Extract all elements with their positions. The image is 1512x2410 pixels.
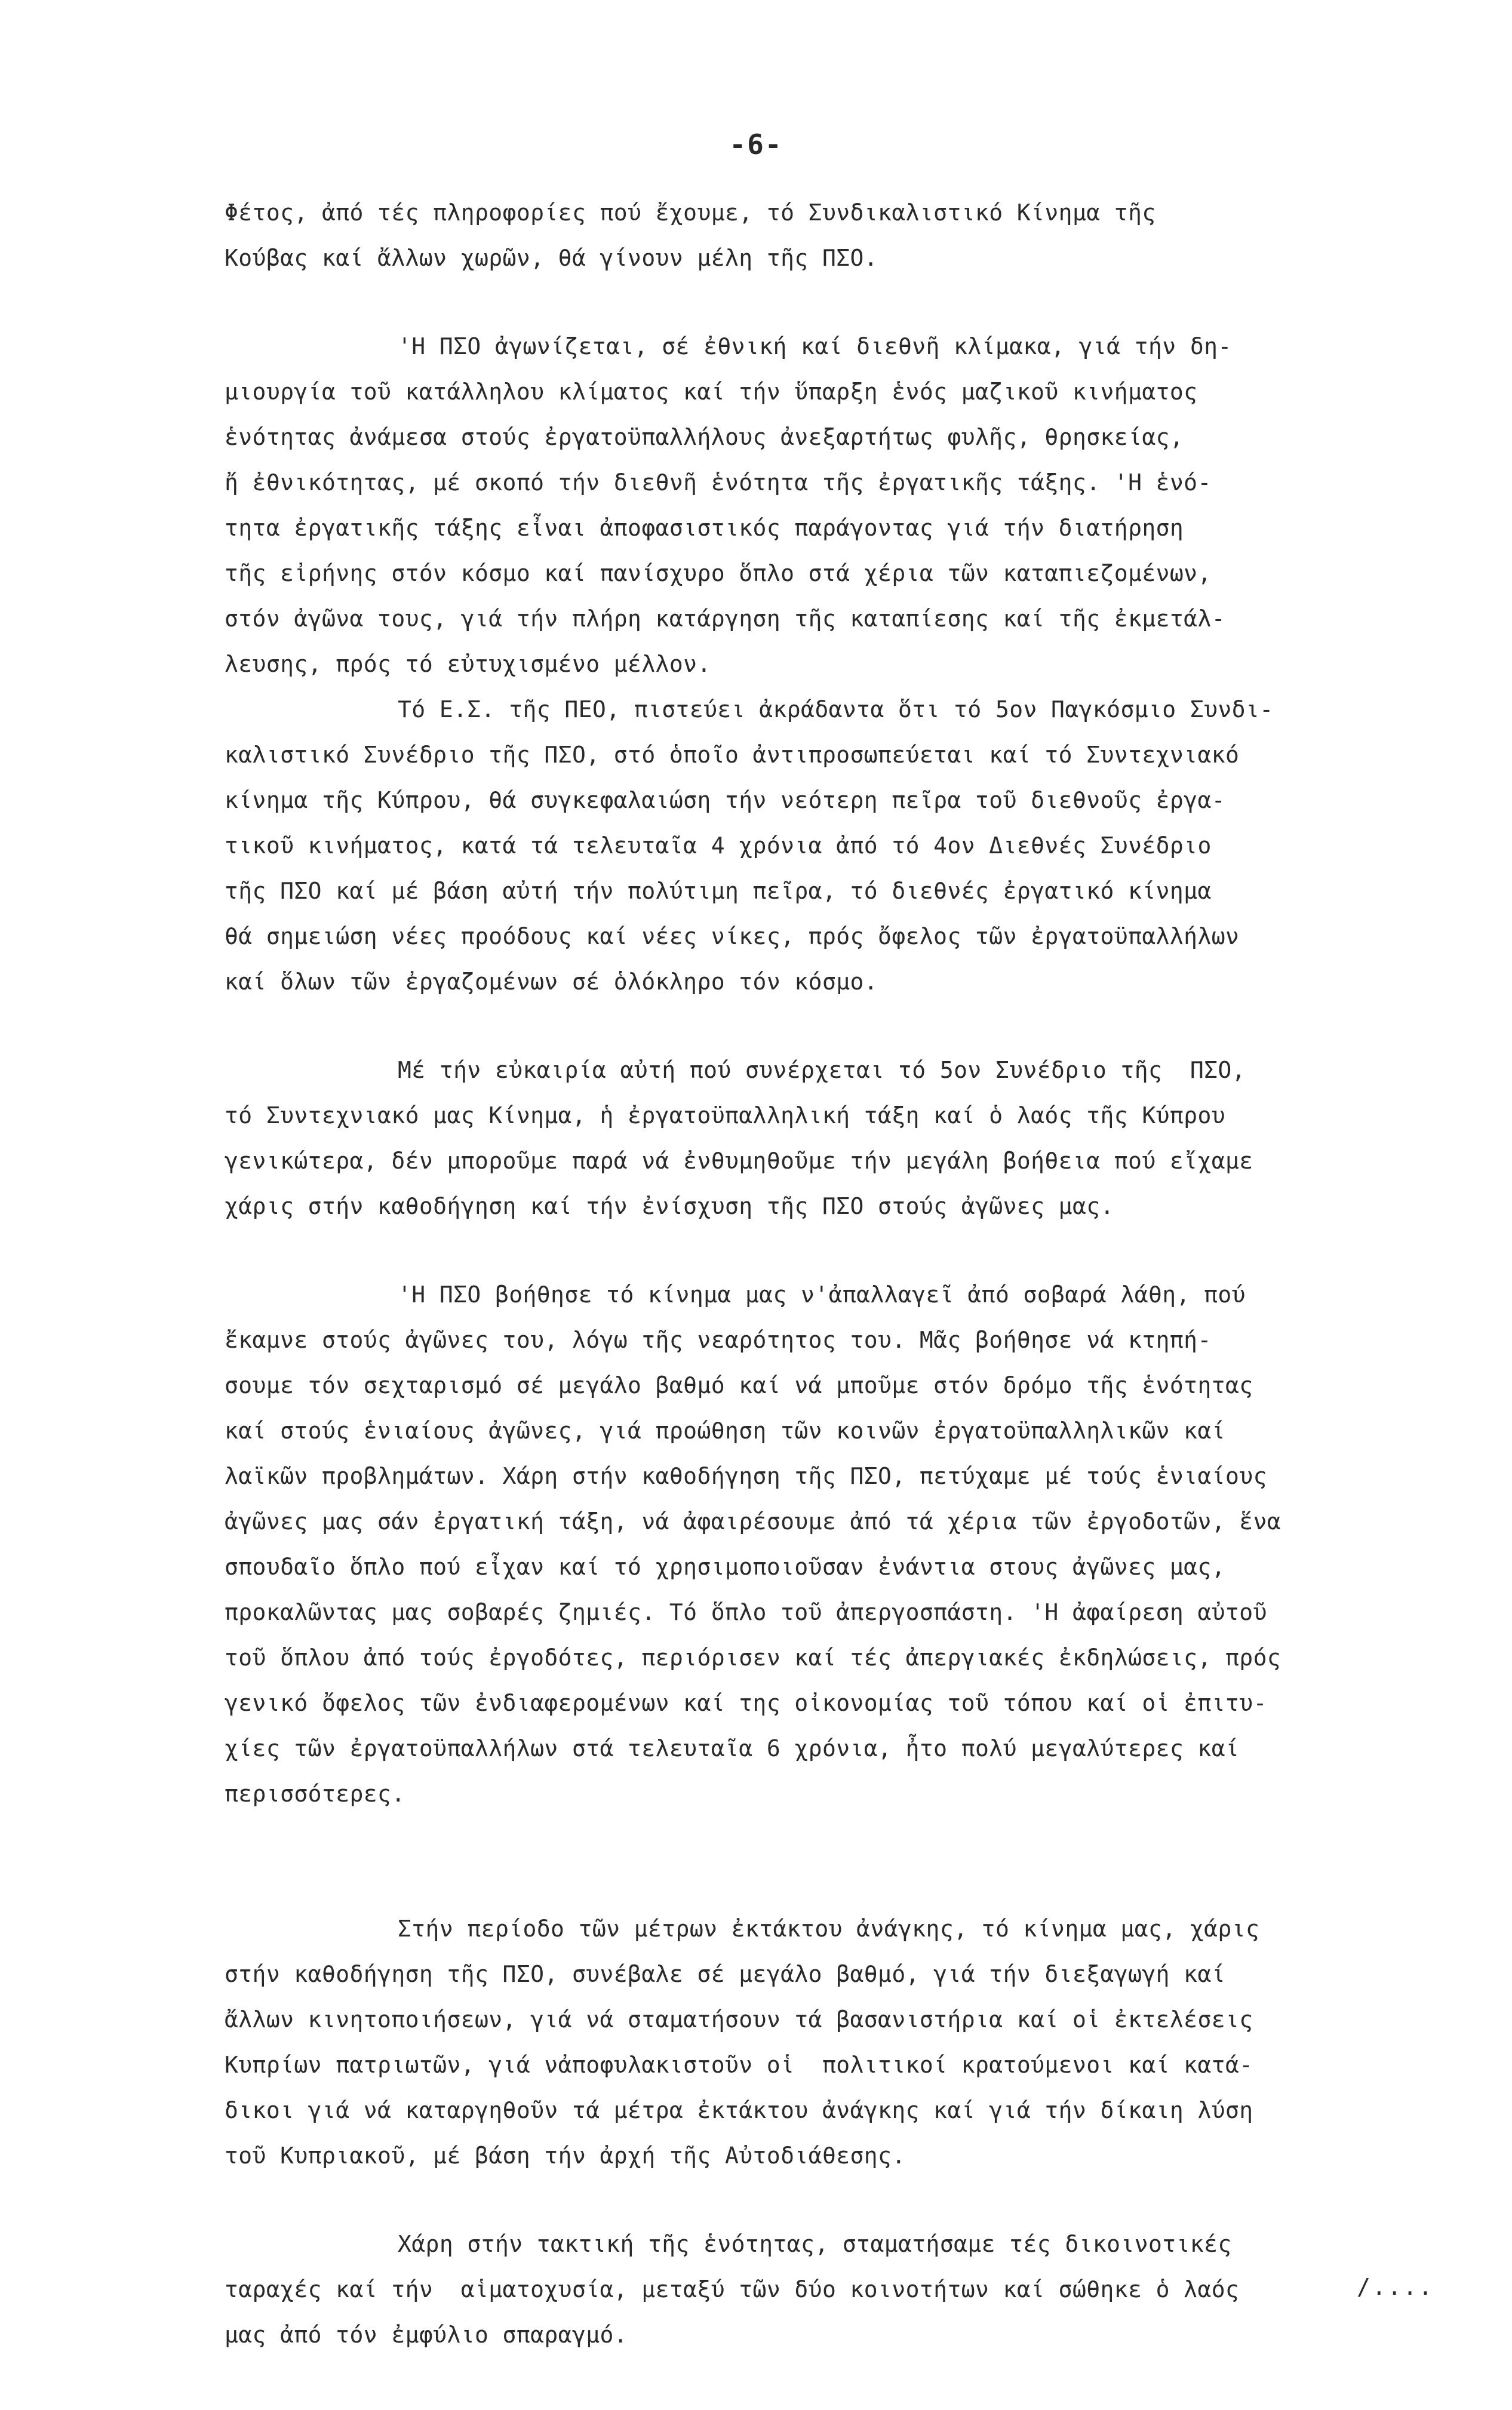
page-number: -6-	[729, 128, 783, 161]
text-line: Μέ τήν εὐκαιρία αὐτή πού συνέρχεται τό 5ον Συνέδριο τῆς ΠΣΟ,	[398, 1057, 1246, 1083]
text-line: χάρις στήν καθοδήγηση καί τήν ἐνίσχυση τῆς ΠΣΟ στούς ἀγῶνες μας.	[225, 1193, 1114, 1219]
text-line: χίες τῶν ἐργατοϋπαλλήλων στά τελευταῖα 6 χρόνια, ἦτο πολύ μεγαλύτερες καί	[225, 1735, 1240, 1762]
text-line: σπουδαῖο ὅπλο πού εἶχαν καί τό χρησιμοποιοῦσαν ἐνάντια στους ἀγῶνες μας,	[225, 1554, 1226, 1580]
text-line: Τό Ε.Σ. τῆς ΠΕΟ, πιστεύει ἀκράδαντα ὅτι τό 5ον Παγκόσμιο Συνδι-	[398, 696, 1274, 723]
text-line: τό Συντεχνιακό μας Κίνημα, ἡ ἐργατοϋπαλληλική τάξη καί ὁ λαός τῆς Κύπρου	[225, 1102, 1226, 1129]
document-body	[225, 190, 1455, 2357]
text-line: καί στούς ἑνιαίους ἀγῶνες, γιά προώθηση τῶν κοινῶν ἐργατοϋπαλληλικῶν καί	[225, 1418, 1226, 1444]
text-line: τοῦ ὅπλου ἀπό τούς ἐργοδότες, περιόρισεν καί τές ἀπεργιακές ἐκδηλώσεις, πρός	[225, 1644, 1281, 1671]
text-line: γενικό ὄφελος τῶν ἐνδιαφερομένων καί της οἰκονομίας τοῦ τόπου καί οἱ ἐπιτυ-	[225, 1690, 1267, 1716]
text-line: θά σημειώση νέες προόδους καί νέες νίκες, πρός ὄφελος τῶν ἐργατοϋπαλλήλων	[225, 923, 1240, 949]
paragraph-4	[225, 1047, 1455, 1229]
text-line: σουμε τόν σεχταρισμό σέ μεγάλο βαθμό καί νά μποῦμε στόν δρόμο τῆς ἑνότητας	[225, 1372, 1253, 1398]
text-line: τικοῦ κινήματος, κατά τά τελευταῖα 4 χρόνια ἀπό τό 4ον Διεθνές Συνέδριο	[225, 832, 1212, 859]
text-line: τοῦ Κυπριακοῦ, μέ βάση τήν ἀρχή τῆς Αὐτοδιάθεσης.	[225, 2142, 906, 2169]
text-line: μας ἀπό τόν ἐμφύλιο σπαραγμό.	[225, 2322, 628, 2348]
text-line: ἤ ἐθνικότητας, μέ σκοπό τήν διεθνῆ ἑνότητα τῆς ἐργατικῆς τάξης. 'Η ἑνό-	[225, 469, 1212, 496]
text-line: ταραχές καί τήν αἱματοχυσία, μεταξύ τῶν δύο κοινοτήτων καί σώθηκε ὁ λαός	[225, 2276, 1240, 2303]
paragraph-6	[225, 1906, 1455, 2178]
text-line: μιουργία τοῦ κατάλληλου κλίματος καί τήν ὕπαρξη ἑνός μαζικοῦ κινήματος	[225, 379, 1198, 405]
text-line: ἑνότητας ἀνάμεσα στούς ἐργατοϋπαλλήλους ἀνεξαρτήτως φυλῆς, θρησκείας,	[225, 424, 1184, 450]
text-line: στήν καθοδήγηση τῆς ΠΣΟ, συνέβαλε σέ μεγάλο βαθμό, γιά τήν διεξαγωγή καί	[225, 1961, 1226, 1987]
text-line: Χάρη στήν τακτική τῆς ἑνότητας, σταματήσαμε τές δικοινοτικές	[398, 2231, 1232, 2257]
text-line: περισσότερες.	[225, 1781, 405, 1807]
continuation-mark: /....	[1357, 2274, 1434, 2300]
paragraph-7	[225, 2221, 1455, 2357]
text-line: γενικώτερα, δέν μποροῦμε παρά νά ἐνθυμηθοῦμε τήν μεγάλη βοήθεια πού εἴχαμε	[225, 1148, 1253, 1174]
text-line: ἔκαμνε στούς ἀγῶνες του, λόγω τῆς νεαρότητος του. Μᾶς βοήθησε νά κτηπή-	[225, 1327, 1212, 1353]
paragraph-3	[225, 687, 1455, 1004]
text-line: τητα ἐργατικῆς τάξης εἶναι ἀποφασιστικός παράγοντας γιά τήν διατήρηση	[225, 515, 1184, 541]
text-line: λαϊκῶν προβλημάτων. Χάρη στήν καθοδήγηση τῆς ΠΣΟ, πετύχαμε μέ τούς ἑνιαίους	[225, 1463, 1267, 1489]
text-line: κίνημα τῆς Κύπρου, θά συγκεφαλαιώση τήν νεότερη πεῖρα τοῦ διεθνοῦς ἐργα-	[225, 787, 1226, 813]
text-line: 'Η ΠΣΟ βοήθησε τό κίνημα μας ν'ἀπαλλαγεῖ ἀπό σοβαρά λάθη, πού	[398, 1281, 1246, 1308]
text-line: Κυπρίων πατριωτῶν, γιά νἀποφυλακιστοῦν οἱ πολιτικοί κρατούμενοι καί κατά-	[225, 2052, 1253, 2078]
text-line: τῆς εἰρήνης στόν κόσμο καί πανίσχυρο ὅπλο στά χέρια τῶν καταπιεζομένων,	[225, 560, 1212, 586]
text-line: στόν ἀγῶνα τους, γιά τήν πλήρη κατάργηση τῆς καταπίεσης καί τῆς ἐκμετάλ-	[225, 605, 1226, 632]
paragraph-2	[225, 324, 1455, 687]
text-line: ἀγῶνες μας σάν ἐργατική τάξη, νά ἀφαιρέσουμε ἀπό τά χέρια τῶν ἐργοδοτῶν, ἕνα	[225, 1508, 1281, 1535]
text-line: ἄλλων κινητοποιήσεων, γιά νά σταματήσουν τά βασανιστήρια καί οἱ ἐκτελέσεις	[225, 2006, 1253, 2033]
text-line: δικοι γιά νά καταργηθοῦν τά μέτρα ἐκτάκτου ἀνάγκης καί γιά τήν δίκαιη λύση	[225, 2097, 1253, 2123]
text-line: καί ὅλων τῶν ἐργαζομένων σέ ὁλόκληρο τόν κόσμο.	[225, 969, 878, 995]
paragraph-1	[225, 190, 1455, 281]
text-line: 'Η ΠΣΟ ἀγωνίζεται, σέ ἐθνική καί διεθνῆ κλίμακα, γιά τήν δη-	[398, 333, 1232, 359]
text-line: καλιστικό Συνέδριο τῆς ΠΣΟ, στό ὁποῖο ἀντιπροσωπεύεται καί τό Συντεχνιακό	[225, 742, 1240, 768]
text-line: προκαλῶντας μας σοβαρές ζημιές. Τό ὅπλο τοῦ ἀπεργοσπάστη. 'Η ἀφαίρεση αὐτοῦ	[225, 1599, 1267, 1625]
text-line: λευσης, πρός τό εὐτυχισμένο μέλλον.	[225, 651, 711, 677]
text-line: Στήν περίοδο τῶν μέτρων ἐκτάκτου ἀνάγκης, τό κίνημα μας, χάρις	[398, 1916, 1260, 1942]
text-line: τῆς ΠΣΟ καί μέ βάση αὐτή τήν πολύτιμη πεῖρα, τό διεθνές ἐργατικό κίνημα	[225, 878, 1212, 904]
text-line: Κούβας καί ἄλλων χωρῶν, θά γίνουν μέλη τῆς ΠΣΟ.	[225, 245, 878, 271]
paragraph-5	[225, 1272, 1455, 1816]
text-line: Φέτος, ἀπό τές πληροφορίες πού ἔχουμε, τό Συνδικαλιστικό Κίνημα τῆς	[225, 199, 1156, 226]
